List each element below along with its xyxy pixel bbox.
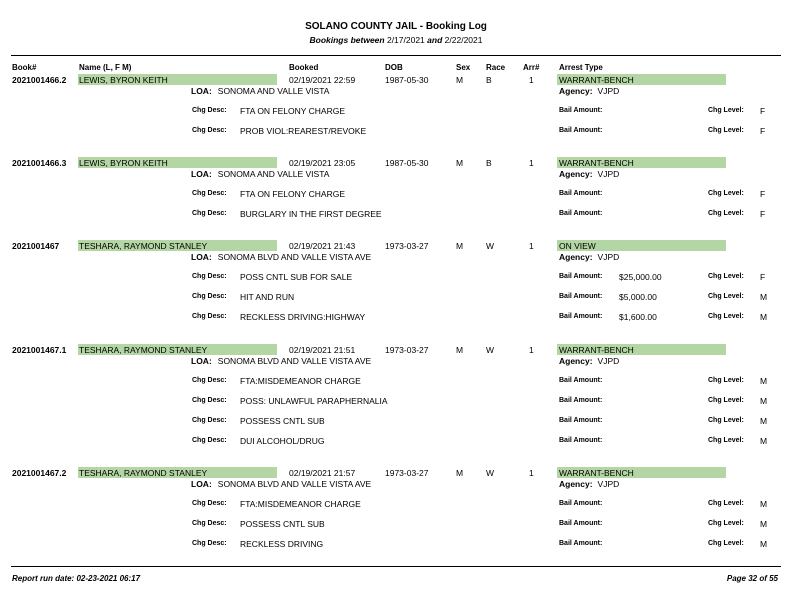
chg-desc-label: Chg Desc: xyxy=(192,107,227,114)
charge-row xyxy=(0,540,792,552)
bail-amount-label: Bail Amount: xyxy=(559,417,603,424)
col-header-book: Book# xyxy=(12,63,37,72)
bail-amount-label: Bail Amount: xyxy=(559,273,603,280)
charge-description: BURGLARY IN THE FIRST DEGREE xyxy=(240,209,382,219)
location-of-arrest xyxy=(191,86,329,96)
footer-divider xyxy=(11,566,781,567)
agency xyxy=(559,356,619,366)
charge-row xyxy=(0,500,792,512)
col-header-name: Name (L, F M) xyxy=(79,63,132,72)
bail-amount: $1,600.00 xyxy=(619,312,657,322)
header-divider xyxy=(11,55,781,56)
inmate-name: TESHARA, RAYMOND STANLEY xyxy=(79,468,208,478)
charge-level: F xyxy=(760,126,766,136)
charge-level: M xyxy=(760,312,768,322)
charge-row xyxy=(0,397,792,409)
location-of-arrest xyxy=(191,356,371,366)
charge-description: FTA:MISDEMEANOR CHARGE xyxy=(240,376,361,386)
subtitle-label: Bookings between xyxy=(309,35,385,45)
bail-amount-label: Bail Amount: xyxy=(559,293,603,300)
chg-level-label: Chg Level: xyxy=(708,127,744,134)
charge-row xyxy=(0,293,792,305)
loa-label: LOA: xyxy=(191,479,212,489)
bail-amount-label: Bail Amount: xyxy=(559,437,603,444)
loa-value: SONOMA BLVD AND VALLE VISTA AVE xyxy=(217,479,372,489)
sex: M xyxy=(456,468,464,478)
report-subtitle xyxy=(0,35,792,45)
charge-level: F xyxy=(760,189,766,199)
chg-level-label: Chg Level: xyxy=(708,313,744,320)
chg-desc-label: Chg Desc: xyxy=(192,500,227,507)
charge-description: FTA ON FELONY CHARGE xyxy=(240,189,346,199)
bail-amount-label: Bail Amount: xyxy=(559,540,603,547)
charge-row xyxy=(0,437,792,449)
charge-level: M xyxy=(760,292,768,302)
date-from: 2/17/2021 xyxy=(386,35,425,45)
chg-level-label: Chg Level: xyxy=(708,273,744,280)
chg-desc-label: Chg Desc: xyxy=(192,397,227,404)
arrest-type: WARRANT-BENCH xyxy=(559,75,634,85)
bail-amount-label: Bail Amount: xyxy=(559,500,603,507)
agency-label: Agency: xyxy=(559,252,593,262)
loa-value: SONOMA BLVD AND VALLE VISTA AVE xyxy=(217,252,372,262)
charge-row xyxy=(0,377,792,389)
booked-datetime: 02/19/2021 21:51 xyxy=(289,345,356,355)
col-header-booked: Booked xyxy=(289,63,319,72)
chg-level-label: Chg Level: xyxy=(708,540,744,547)
charge-description: RECKLESS DRIVING:HIGHWAY xyxy=(240,312,366,322)
chg-desc-label: Chg Desc: xyxy=(192,210,227,217)
charge-level: M xyxy=(760,396,768,406)
inmate-name: TESHARA, RAYMOND STANLEY xyxy=(79,241,208,251)
sex: M xyxy=(456,345,464,355)
agency-label: Agency: xyxy=(559,169,593,179)
chg-level-label: Chg Level: xyxy=(708,500,744,507)
race: W xyxy=(486,345,495,355)
bail-amount: $25,000.00 xyxy=(619,272,662,282)
agency xyxy=(559,479,619,489)
charge-description: POSS CNTL SUB FOR SALE xyxy=(240,272,353,282)
charge-description: POSSESS CNTL SUB xyxy=(240,416,325,426)
loa-label: LOA: xyxy=(191,252,212,262)
bail-amount-label: Bail Amount: xyxy=(559,313,603,320)
charge-row xyxy=(0,127,792,139)
chg-desc-label: Chg Desc: xyxy=(192,313,227,320)
col-header-race: Race xyxy=(486,63,506,72)
charge-level: M xyxy=(760,416,768,426)
col-header-arrest-type: Arrest Type xyxy=(559,63,603,72)
charge-description: POSSESS CNTL SUB xyxy=(240,519,325,529)
charge-description: HIT AND RUN xyxy=(240,292,295,302)
report-title: SOLANO COUNTY JAIL - Booking Log xyxy=(305,21,487,32)
chg-level-label: Chg Level: xyxy=(708,437,744,444)
location-of-arrest xyxy=(191,169,329,179)
charge-row xyxy=(0,273,792,285)
sex: M xyxy=(456,75,464,85)
charge-level: F xyxy=(760,209,766,219)
charge-level: M xyxy=(760,436,768,446)
charge-level: M xyxy=(760,376,768,386)
col-header-sex: Sex xyxy=(456,63,471,72)
agency xyxy=(559,169,619,179)
arrest-number: 1 xyxy=(529,345,534,355)
location-of-arrest xyxy=(191,252,371,262)
chg-desc-label: Chg Desc: xyxy=(192,273,227,280)
bail-amount-label: Bail Amount: xyxy=(559,107,603,114)
charge-description: FTA ON FELONY CHARGE xyxy=(240,106,346,116)
agency-value: VJPD xyxy=(597,169,620,179)
booked-datetime: 02/19/2021 21:57 xyxy=(289,468,356,478)
charge-level: M xyxy=(760,499,768,509)
date-of-birth: 1987-05-30 xyxy=(385,158,429,168)
date-of-birth: 1987-05-30 xyxy=(385,75,429,85)
charge-row xyxy=(0,190,792,202)
bail-amount-label: Bail Amount: xyxy=(559,127,603,134)
loa-label: LOA: xyxy=(191,169,212,179)
chg-level-label: Chg Level: xyxy=(708,293,744,300)
charge-description: FTA:MISDEMEANOR CHARGE xyxy=(240,499,361,509)
chg-desc-label: Chg Desc: xyxy=(192,520,227,527)
booked-datetime: 02/19/2021 22:59 xyxy=(289,75,356,85)
charge-row xyxy=(0,313,792,325)
sex: M xyxy=(456,158,464,168)
charge-row xyxy=(0,107,792,119)
chg-desc-label: Chg Desc: xyxy=(192,127,227,134)
charge-description: DUI ALCOHOL/DRUG xyxy=(240,436,325,446)
bail-amount-label: Bail Amount: xyxy=(559,377,603,384)
and-label: and xyxy=(427,35,443,45)
charge-row xyxy=(0,417,792,429)
agency xyxy=(559,252,619,262)
booked-datetime: 02/19/2021 23:05 xyxy=(289,158,356,168)
chg-level-label: Chg Level: xyxy=(708,520,744,527)
loa-value: SONOMA AND VALLE VISTA xyxy=(217,86,330,96)
charge-level: F xyxy=(760,106,766,116)
book-number: 2021001467.2 xyxy=(12,468,67,478)
report-run-date: Report run date: 02-23-2021 06:17 xyxy=(12,574,141,583)
charge-description: RECKLESS DRIVING xyxy=(240,539,324,549)
chg-level-label: Chg Level: xyxy=(708,210,744,217)
inmate-name: LEWIS, BYRON KEITH xyxy=(79,158,168,168)
book-number: 2021001466.3 xyxy=(12,158,67,168)
agency-label: Agency: xyxy=(559,86,593,96)
arrest-number: 1 xyxy=(529,241,534,251)
col-header-dob: DOB xyxy=(385,63,403,72)
agency xyxy=(559,86,619,96)
charge-row xyxy=(0,520,792,532)
sex: M xyxy=(456,241,464,251)
loa-label: LOA: xyxy=(191,86,212,96)
chg-level-label: Chg Level: xyxy=(708,417,744,424)
col-header-arr: Arr# xyxy=(523,63,540,72)
agency-value: VJPD xyxy=(597,479,620,489)
agency-value: VJPD xyxy=(597,356,620,366)
booked-datetime: 02/19/2021 21:43 xyxy=(289,241,356,251)
charge-row xyxy=(0,210,792,222)
date-of-birth: 1973-03-27 xyxy=(385,345,429,355)
agency-value: VJPD xyxy=(597,86,620,96)
chg-level-label: Chg Level: xyxy=(708,377,744,384)
page-number: Page 32 of 55 xyxy=(726,574,778,583)
chg-level-label: Chg Level: xyxy=(708,107,744,114)
bail-amount-label: Bail Amount: xyxy=(559,190,603,197)
bail-amount-label: Bail Amount: xyxy=(559,210,603,217)
book-number: 2021001466.2 xyxy=(12,75,67,85)
charge-description: POSS: UNLAWFUL PARAPHERNALIA xyxy=(240,396,388,406)
book-number: 2021001467 xyxy=(12,241,60,251)
arrest-number: 1 xyxy=(529,468,534,478)
agency-value: VJPD xyxy=(597,252,620,262)
agency-label: Agency: xyxy=(559,356,593,366)
charge-level: M xyxy=(760,519,768,529)
inmate-name: LEWIS, BYRON KEITH xyxy=(79,75,168,85)
date-of-birth: 1973-03-27 xyxy=(385,468,429,478)
chg-level-label: Chg Level: xyxy=(708,397,744,404)
race: B xyxy=(486,75,492,85)
date-to: 2/22/2021 xyxy=(444,35,483,45)
bail-amount-label: Bail Amount: xyxy=(559,520,603,527)
race: W xyxy=(486,241,495,251)
race: W xyxy=(486,468,495,478)
charge-level: M xyxy=(760,539,768,549)
arrest-type: WARRANT-BENCH xyxy=(559,345,634,355)
book-number: 2021001467.1 xyxy=(12,345,67,355)
inmate-name: TESHARA, RAYMOND STANLEY xyxy=(79,345,208,355)
arrest-type: ON VIEW xyxy=(559,241,596,251)
chg-desc-label: Chg Desc: xyxy=(192,437,227,444)
bail-amount-label: Bail Amount: xyxy=(559,397,603,404)
arrest-type: WARRANT-BENCH xyxy=(559,468,634,478)
chg-desc-label: Chg Desc: xyxy=(192,540,227,547)
loa-value: SONOMA BLVD AND VALLE VISTA AVE xyxy=(217,356,372,366)
loa-value: SONOMA AND VALLE VISTA xyxy=(217,169,330,179)
bail-amount: $5,000.00 xyxy=(619,292,657,302)
chg-desc-label: Chg Desc: xyxy=(192,293,227,300)
charge-level: F xyxy=(760,272,766,282)
charge-description: PROB VIOL:REAREST/REVOKE xyxy=(240,126,367,136)
race: B xyxy=(486,158,492,168)
chg-desc-label: Chg Desc: xyxy=(192,417,227,424)
loa-label: LOA: xyxy=(191,356,212,366)
agency-label: Agency: xyxy=(559,479,593,489)
arrest-number: 1 xyxy=(529,158,534,168)
chg-desc-label: Chg Desc: xyxy=(192,190,227,197)
chg-desc-label: Chg Desc: xyxy=(192,377,227,384)
chg-level-label: Chg Level: xyxy=(708,190,744,197)
arrest-number: 1 xyxy=(529,75,534,85)
location-of-arrest xyxy=(191,479,371,489)
arrest-type: WARRANT-BENCH xyxy=(559,158,634,168)
date-of-birth: 1973-03-27 xyxy=(385,241,429,251)
